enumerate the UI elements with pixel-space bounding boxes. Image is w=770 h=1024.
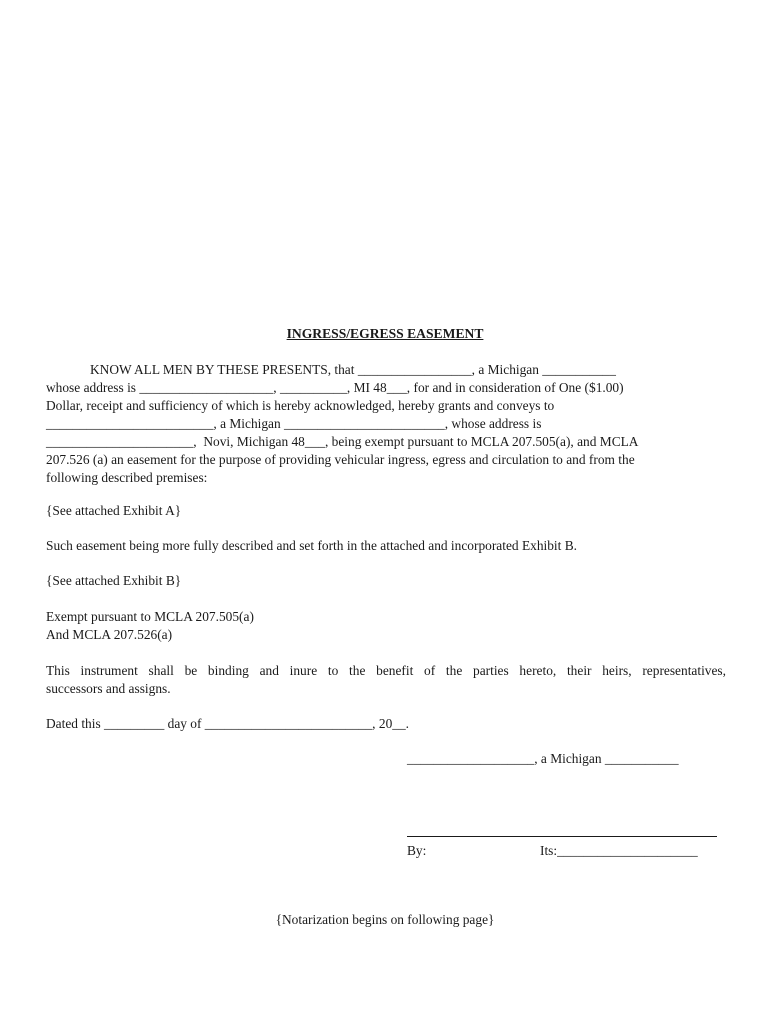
grant-line-3: Dollar, receipt and sufficiency of which is hereby acknowledged, hereby grants and conveys to	[46, 398, 555, 413]
notarization-note: {Notarization begins on following page}	[275, 912, 495, 927]
grantor-line: ___________________, a Michigan ___________	[407, 751, 679, 766]
grant-line-6: 207.526 (a) an easement for the purpose of providing vehicular ingress, egress and circulation to and from the	[46, 452, 635, 467]
binding-line-2: successors and assigns.	[46, 681, 171, 696]
binding-line-1: This instrument shall be binding and inure to the benefit of the parties hereto, their heirs, representatives,	[46, 663, 726, 678]
signature-rule	[407, 836, 717, 837]
exempt-block	[46, 608, 726, 644]
grant-line-2: whose address is ____________________, __________, MI 48___, for and in consideration of One ($1.00)	[46, 380, 624, 395]
grant-line-5: ______________________, Novi, Michigan 48___, being exempt pursuant to MCLA 207.505(a), and MCLA	[46, 434, 639, 449]
binding-paragraph	[46, 662, 726, 698]
its-label: Its:_____________________	[540, 843, 698, 858]
grant-line-4: _________________________, a Michigan ________________________, whose address is	[46, 416, 542, 431]
easement-sentence: Such easement being more fully described and set forth in the attached and incorporated Exhibit B.	[46, 538, 577, 553]
exempt-line-1: Exempt pursuant to MCLA 207.505(a)	[46, 609, 254, 624]
dated-line: Dated this _________ day of _________________________, 20__.	[46, 716, 410, 731]
exhibit-a-note: {See attached Exhibit A}	[46, 503, 182, 518]
exempt-line-2: And MCLA 207.526(a)	[46, 627, 173, 642]
by-label: By:	[407, 843, 427, 858]
grant-paragraph	[46, 361, 726, 487]
exhibit-b-note: {See attached Exhibit B}	[46, 573, 182, 588]
grant-line-7: following described premises:	[46, 470, 208, 485]
document-title: INGRESS/EGRESS EASEMENT	[286, 326, 484, 341]
grant-line-1: KNOW ALL MEN BY THESE PRESENTS, that _________________, a Michigan ___________	[90, 362, 616, 377]
